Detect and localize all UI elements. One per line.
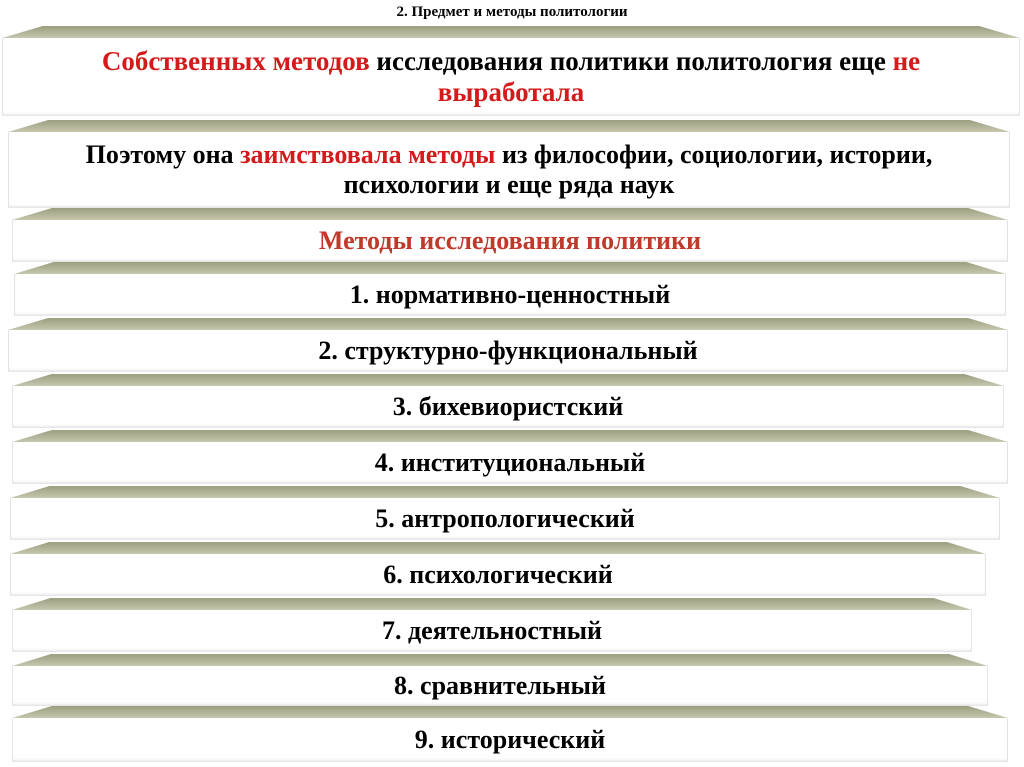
step-top (14, 262, 1006, 274)
step-top (8, 318, 1008, 330)
method-label: 7. деятельностный (382, 616, 602, 646)
statement-2-part-3: из философии, социологии, истории, психологии и еще ряда наук (343, 140, 933, 199)
method-label: 3. бихевиористский (392, 392, 624, 422)
method-label: 5. антропологический (375, 504, 635, 534)
method-label: 9. исторический (414, 725, 606, 755)
step-top (12, 598, 972, 610)
statement-2-part-1: Поэтому она (85, 140, 241, 170)
method-label: 4. институциональный (374, 448, 646, 478)
slide-title: 2. Предмет и методы политологии (396, 4, 628, 20)
step-top (8, 120, 1010, 132)
step-top (12, 654, 988, 666)
method-label: 6. психологический (383, 560, 613, 590)
step-top (12, 706, 1008, 718)
step-top (12, 208, 1008, 220)
method-label: 2. структурно-функциональный (318, 336, 698, 366)
method-label: 8. сравнительный (394, 671, 606, 701)
statement-2-text (39, 140, 979, 200)
statement-2-part-2: заимствовала методы (240, 140, 496, 170)
statement-1-text (43, 46, 979, 108)
step-top (12, 430, 1008, 442)
step-top (12, 374, 1004, 386)
statement-1-part-3: не выработала (437, 45, 921, 107)
step-top (2, 26, 1020, 38)
step-top (10, 542, 986, 554)
method-label: 1. нормативно-ценностный (349, 280, 671, 310)
statement-1-part-1: Собственных методов (101, 45, 370, 76)
step-top (10, 486, 1000, 498)
statement-1-part-2: исследования политики политология еще (369, 45, 893, 76)
methods-heading: Методы исследования политики (318, 226, 702, 256)
